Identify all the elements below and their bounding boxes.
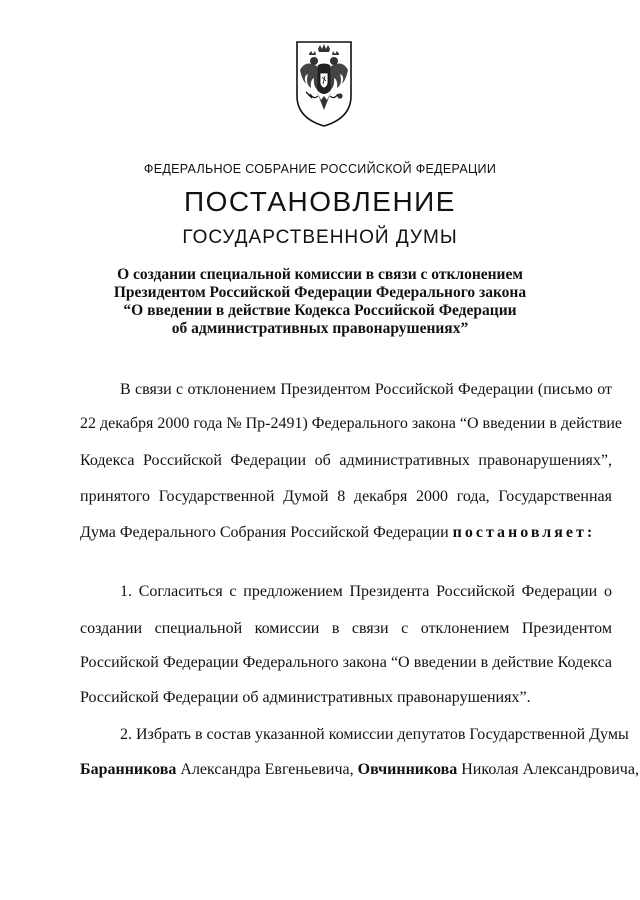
decree-word: постановляет: bbox=[452, 524, 596, 541]
preamble-line: принятого Государственной Думой 8 декабря 2000 года, Государственная bbox=[80, 488, 612, 505]
preamble-line: В связи с отклонением Президентом Российской Федерации (письмо от bbox=[120, 381, 612, 398]
item-1-line: создании специальной комиссии в связи с отклонением Президентом bbox=[80, 620, 612, 637]
member-name: Александра Евгеньевича, bbox=[180, 761, 354, 778]
document-type: ПОСТАНОВЛЕНИЕ bbox=[184, 186, 456, 217]
item-1-line: Российской Федерации Федерального закона “О введении в действие Кодекса bbox=[80, 654, 612, 671]
resolution-title bbox=[0, 266, 640, 338]
item-1-line: Российской Федерации об административных правонарушениях”. bbox=[80, 689, 531, 706]
title-line: об административных правонарушениях” bbox=[171, 320, 469, 337]
preamble-line-final bbox=[80, 523, 612, 543]
title-line: “О введении в действие Кодекса Российской Федерации bbox=[123, 302, 517, 319]
preamble-line: Дума Федерального Собрания Российской Федерации bbox=[80, 524, 449, 541]
item-1-line: 1. Согласиться с предложением Президента Российской Федерации о bbox=[120, 583, 612, 600]
preamble-line: Кодекса Российской Федерации об административных правонарушениях”, bbox=[80, 452, 612, 469]
parliament-name: ФЕДЕРАЛЬНОЕ СОБРАНИЕ РОССИЙСКОЙ ФЕДЕРАЦИИ bbox=[143, 162, 497, 176]
issuing-body: ГОСУДАРСТВЕННОЙ ДУМЫ bbox=[182, 227, 458, 248]
preamble-line: 22 декабря 2000 года № Пр-2491) Федерального закона “О введении в действие bbox=[80, 415, 623, 432]
member-name: Николая Александровича, bbox=[461, 761, 639, 778]
member-surname: Баранникова bbox=[80, 761, 177, 778]
russian-coat-of-arms-icon bbox=[294, 40, 354, 128]
member-surname: Овчинникова bbox=[357, 761, 458, 778]
title-line: О создании специальной комиссии в связи с отклонением bbox=[117, 266, 523, 283]
item-2-members-line bbox=[80, 760, 639, 780]
item-2-line: 2. Избрать в состав указанной комиссии депутатов Государственной Думы bbox=[120, 726, 629, 743]
title-line: Президентом Российской Федерации Федерального закона bbox=[113, 284, 527, 301]
